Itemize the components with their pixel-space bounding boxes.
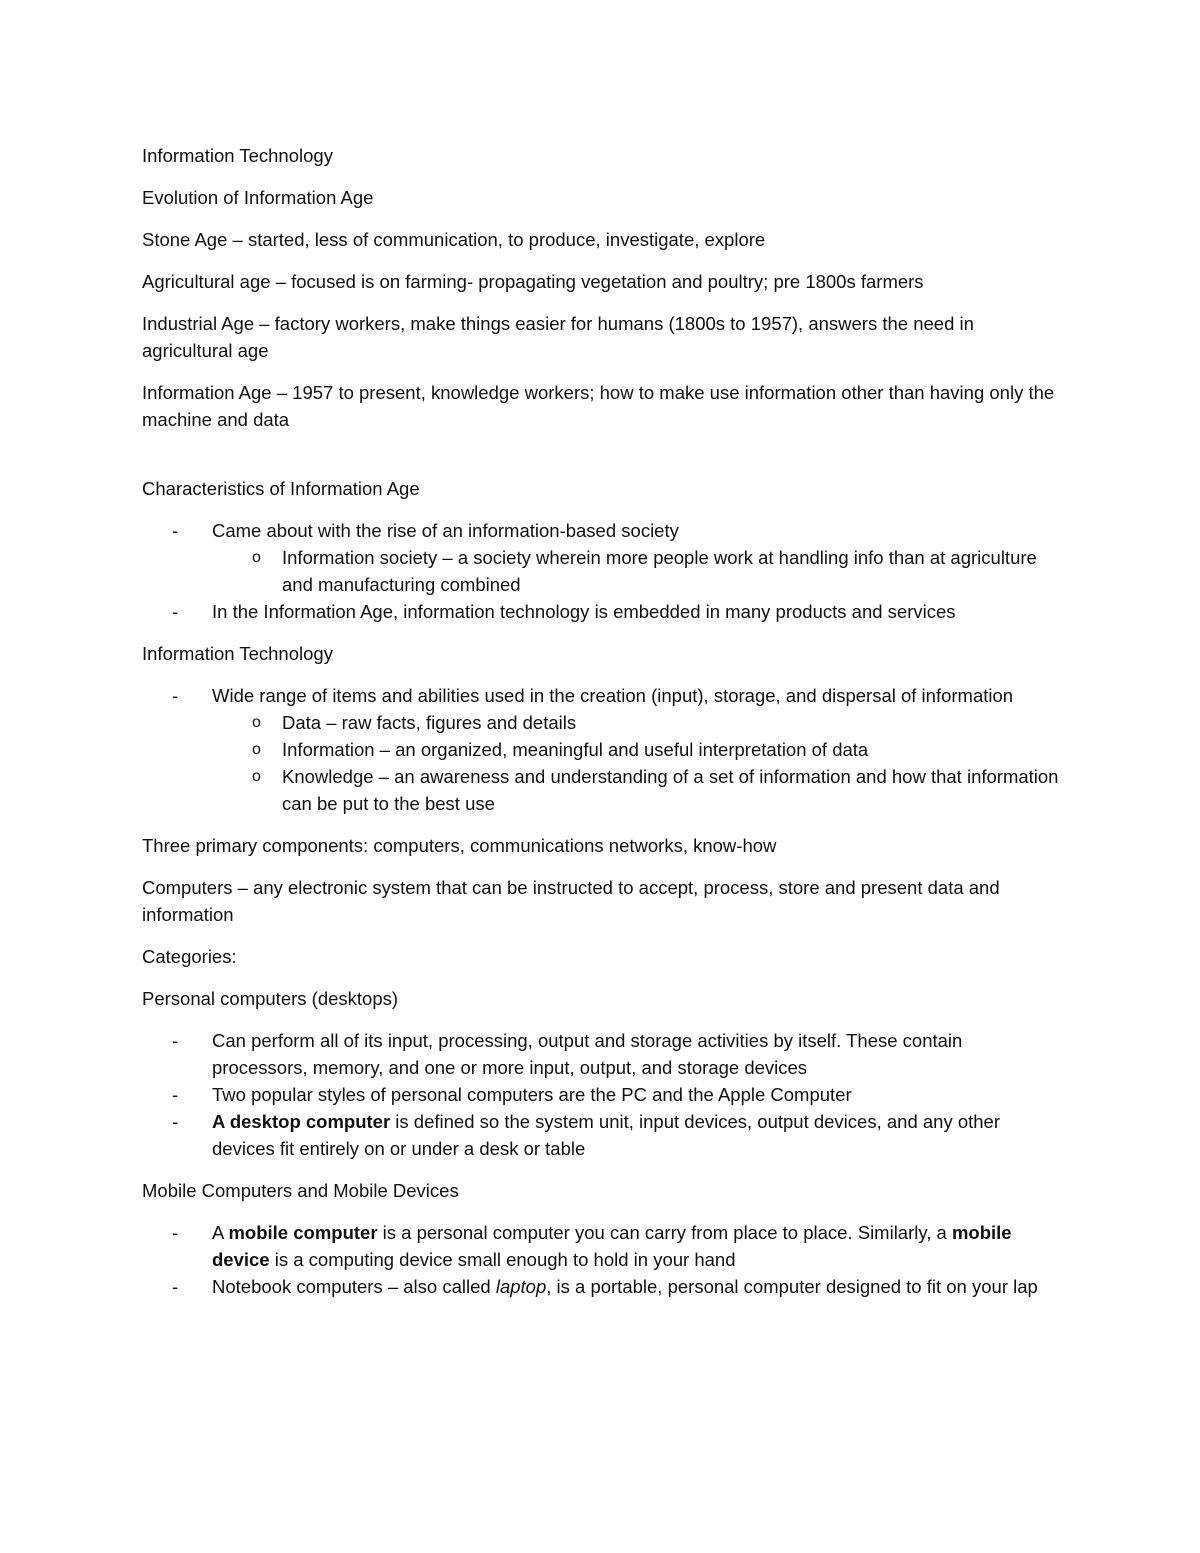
list-item-text: A [212,1222,229,1243]
list-item [142,1108,1062,1162]
list-item-text: Two popular styles of personal computers are the PC and the Apple Computer [212,1084,852,1105]
dash-bullet: - [172,1084,179,1105]
list-item [142,1081,1062,1108]
list-item-text: is defined so the system unit, input devices, output devices, and any other devices fit entirely on or under a desk or table [212,1111,1001,1159]
circle-bullet: o [252,741,261,758]
list-item [142,1273,1062,1300]
evolution-heading: Evolution of Information Age [142,187,374,208]
computers-definition: Computers – any electronic system that can be instructed to accept, process, store and present data and information [142,877,1000,925]
sub-list [212,709,1062,817]
circle-bullet: o [252,549,261,566]
sub-list-item-text: Information society – a society wherein more people work at handling info than at agriculture and manufacturing combined [282,547,1037,595]
dash-bullet: - [172,601,179,622]
list-item-text: is a computing device small enough to hold in your hand [269,1249,736,1270]
italic-term: laptop [495,1276,547,1297]
list-item-text: In the Information Age, information technology is embedded in many products and services [212,601,956,622]
dash-bullet: - [172,1222,179,1243]
mobile-list [142,1219,1062,1300]
list-item [142,1219,1062,1273]
dash-bullet: - [172,1111,179,1132]
sub-list-item-text: Knowledge – an awareness and understanding of a set of information and how that information can be put to the best use [282,766,1059,814]
bold-term: A desktop computer [212,1111,391,1132]
mobile-heading: Mobile Computers and Mobile Devices [142,1180,459,1201]
dash-bullet: - [172,685,179,706]
sub-list-item [212,709,1062,736]
sub-list-item-text: Data – raw facts, figures and details [282,712,577,733]
document-page [142,142,1062,1315]
age-industrial: Industrial Age – factory workers, make things easier for humans (1800s to 1957), answers the need in agricultural age [142,313,974,361]
list-item [142,517,1062,598]
dash-bullet: - [172,520,179,541]
categories-heading: Categories: [142,946,237,967]
it-heading: Information Technology [142,643,333,664]
personal-heading: Personal computers (desktops) [142,988,399,1009]
age-stone: Stone Age – started, less of communication, to produce, investigate, explore [142,229,766,250]
circle-bullet: o [252,768,261,785]
circle-bullet: o [252,714,261,731]
list-item-text: Came about with the rise of an information-based society [212,520,679,541]
list-item-text: , is a portable, personal computer designed to fit on your lap [546,1276,1038,1297]
age-information: Information Age – 1957 to present, knowledge workers; how to make use information other than having only the machine and data [142,382,1055,430]
sub-list-item [212,736,1062,763]
list-item-text: Wide range of items and abilities used in the creation (input), storage, and dispersal of information [212,685,1014,706]
dash-bullet: - [172,1276,179,1297]
sub-list [212,544,1062,598]
list-item [142,682,1062,817]
personal-list [142,1027,1062,1162]
bold-term: mobile device [212,1222,1012,1270]
components-text: Three primary components: computers, communications networks, know-how [142,835,777,856]
sub-list-item [212,544,1062,598]
age-agricultural: Agricultural age – focused is on farming- propagating vegetation and poultry; pre 1800s farmers [142,271,924,292]
list-item-text: is a personal computer you can carry from place to place. Similarly, a [377,1222,952,1243]
bold-term: mobile computer [228,1222,378,1243]
list-item [142,598,1062,625]
sub-list-item-text: Information – an organized, meaningful and useful interpretation of data [282,739,869,760]
it-list [142,682,1062,817]
document-title: Information Technology [142,145,333,166]
characteristics-heading: Characteristics of Information Age [142,478,420,499]
list-item [142,1027,1062,1081]
list-item-text: Notebook computers – also called [212,1276,496,1297]
characteristics-list [142,517,1062,625]
list-item-text: Can perform all of its input, processing, output and storage activities by itself. These contain processors, memory, and one or more input, output, and storage devices [212,1030,963,1078]
dash-bullet: - [172,1030,179,1051]
sub-list-item [212,763,1062,817]
